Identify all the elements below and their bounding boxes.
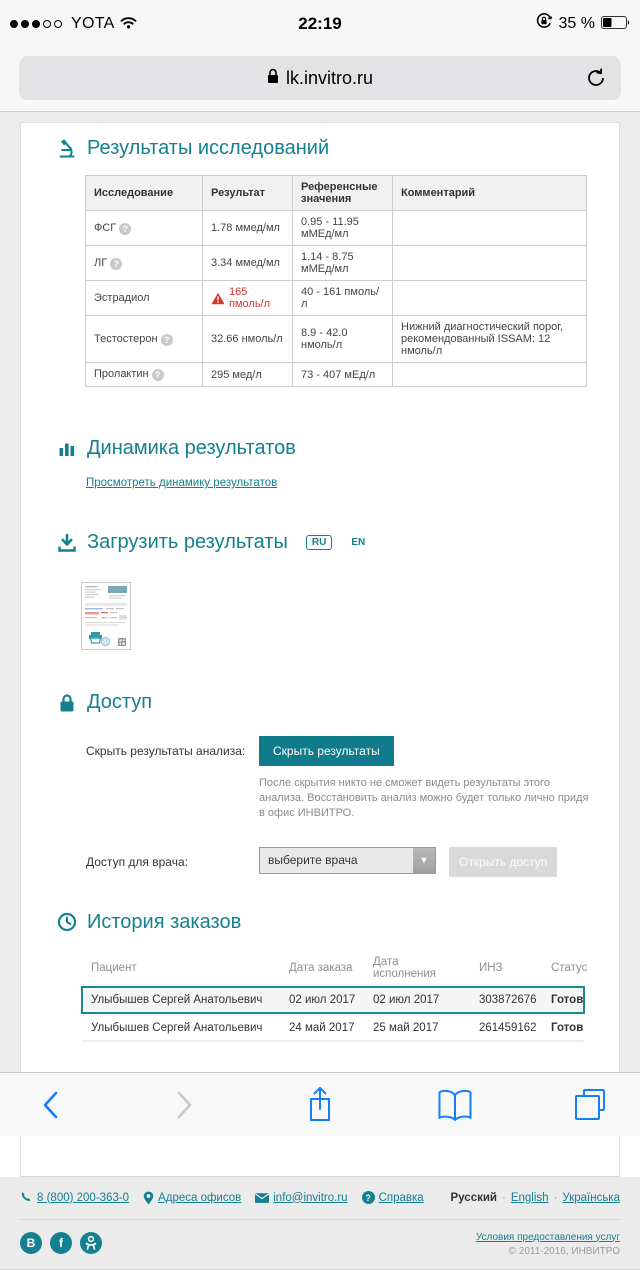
col-done-date: Дата исполнения [373, 955, 437, 980]
study-name: Пролактин [94, 368, 149, 380]
phone-link[interactable] [20, 1191, 129, 1204]
study-name: Тестостерон [94, 332, 158, 345]
carrier-label: YOTA [71, 14, 115, 32]
done-date: 02 июл 2017 [373, 993, 440, 1006]
battery-icon [601, 14, 630, 34]
hide-results-label: Скрыть результаты анализа: [86, 744, 246, 758]
url-text: lk.invitro.ru [285, 67, 374, 88]
reload-button[interactable] [585, 67, 607, 94]
download-section-header [56, 531, 619, 554]
results-header-row [86, 176, 587, 211]
terms-link[interactable]: Условия предоставления услуг [475, 1231, 620, 1243]
table-row [86, 246, 587, 281]
inz-number: 261459162 [479, 1021, 537, 1034]
download-icon [56, 532, 77, 553]
patient-name: Улыбышев Сергей Анатольевич [91, 1021, 263, 1034]
forward-button[interactable] [163, 1080, 207, 1130]
col-result: Результат [203, 176, 293, 211]
offices-label: Адреса офисов [158, 1191, 242, 1204]
clock-icon [56, 912, 77, 933]
result-value: 295 мед/л [203, 363, 293, 387]
patient-name: Улыбышев Сергей Анатольевич [91, 993, 263, 1006]
location-pin-icon [143, 1191, 154, 1205]
result-value: 165 пмоль/л [229, 286, 271, 310]
view-dynamics-link[interactable]: Просмотреть динамику результатов [86, 477, 278, 489]
email-label: info@invitro.ru [273, 1191, 348, 1204]
separator: · [502, 1191, 506, 1204]
odnoklassniki-icon[interactable] [80, 1232, 102, 1254]
result-value: 1.78 ммед/мл [203, 211, 293, 246]
help-icon[interactable]: ? [110, 258, 122, 270]
copyright: © 2011-2016, ИНВИТРО [508, 1245, 620, 1257]
microscope-icon [56, 138, 77, 159]
hide-results-hint: После скрытия никто не сможет видеть результаты этого анализа. Восстановить анализ можно будет только лично придя в офис ИНВИТРО. [259, 777, 589, 819]
order-date: 02 июл 2017 [289, 993, 356, 1006]
tabs-button[interactable] [568, 1080, 612, 1130]
lang-russian: Русский [450, 1191, 497, 1204]
result-pdf-thumbnail[interactable] [81, 582, 619, 655]
clock-time: 22:19 [298, 13, 342, 33]
status-bar [0, 0, 640, 47]
status-badge: Готов [551, 993, 584, 1006]
phone-icon [20, 1191, 33, 1204]
address-bar[interactable] [19, 56, 621, 100]
results-section-title: Результаты исследований [87, 137, 330, 159]
done-date: 25 май 2017 [373, 1021, 439, 1034]
order-details-card [20, 122, 620, 1177]
order-history-table [81, 950, 588, 1042]
table-row [86, 211, 587, 246]
doctor-access-row [86, 847, 619, 877]
offices-link[interactable] [143, 1191, 241, 1205]
rotation-lock-icon [535, 12, 553, 35]
lang-ukrainian-link[interactable]: Українська [562, 1191, 620, 1204]
order-row[interactable] [81, 1014, 585, 1042]
question-icon: ? [362, 1191, 375, 1204]
forward-icon [177, 1091, 193, 1119]
help-icon[interactable]: ? [152, 369, 164, 381]
tabs-icon [572, 1087, 608, 1123]
reference-value: 40 - 161 пмоль/л [293, 281, 393, 316]
col-order-date: Дата заказа [289, 961, 353, 974]
comment-value [393, 246, 587, 281]
facebook-icon[interactable]: f [50, 1232, 72, 1254]
phone-label: 8 (800) 200-363-0 [37, 1191, 130, 1204]
table-row [86, 316, 587, 363]
doctor-select[interactable] [259, 847, 436, 874]
col-patient: Пациент [91, 961, 137, 974]
site-footer [0, 1177, 640, 1270]
inz-number: 303872676 [479, 993, 537, 1006]
results-table [85, 175, 587, 387]
order-date: 24 май 2017 [289, 1021, 355, 1034]
download-section-title: Загрузить результаты [87, 531, 288, 553]
study-name: ФСГ [94, 221, 117, 234]
lang-english-link[interactable]: English [510, 1191, 549, 1204]
envelope-icon [255, 1193, 269, 1203]
study-name: Эстрадиол [94, 292, 150, 304]
warning-icon [211, 292, 225, 305]
col-comment: Комментарий [393, 176, 587, 211]
order-row-selected[interactable] [81, 986, 585, 1014]
col-study: Исследование [86, 176, 203, 211]
comment-value [393, 281, 587, 316]
safari-toolbar [0, 1072, 640, 1136]
help-label: Справка [378, 1191, 424, 1204]
help-link[interactable] [362, 1191, 424, 1204]
bookmarks-button[interactable] [433, 1080, 477, 1130]
email-link[interactable] [255, 1192, 347, 1204]
hide-results-button[interactable]: Скрыть результаты [259, 736, 394, 766]
col-status: Статус [551, 961, 588, 974]
lang-ru-toggle[interactable]: RU [306, 535, 332, 550]
study-name: ЛГ [94, 256, 108, 269]
col-reference: Референсные значения [293, 176, 393, 211]
table-row [86, 281, 587, 316]
bar-chart-icon [56, 438, 77, 459]
reference-value: 0.95 - 11.95 мМЕд/мл [293, 211, 393, 246]
comment-value: Нижний диагностический порог, рекомендованный ISSAM: 12 нмоль/л [393, 316, 587, 363]
open-access-button[interactable]: Открыть доступ [449, 847, 557, 877]
comment-value [393, 211, 587, 246]
result-value: 3.34 ммед/мл [203, 246, 293, 281]
status-badge: Готов [551, 1021, 584, 1034]
safari-url-chrome [0, 47, 640, 112]
lang-en-toggle[interactable]: EN [351, 537, 366, 548]
table-row [86, 363, 587, 387]
help-icon[interactable]: ? [119, 223, 131, 235]
back-icon [42, 1091, 58, 1119]
reference-value: 73 - 407 мЕд/л [293, 363, 393, 387]
back-button[interactable] [28, 1080, 72, 1130]
access-section-title: Доступ [87, 691, 153, 713]
dynamics-section-title: Динамика результатов [87, 437, 296, 459]
doctor-access-label: Доступ для врача: [86, 854, 188, 869]
history-header-row [81, 950, 588, 986]
share-button[interactable] [298, 1080, 342, 1130]
web-page [0, 112, 640, 1257]
dynamics-section-header [56, 437, 619, 460]
access-section-header [56, 691, 619, 714]
battery-percent-label: 35 % [558, 14, 595, 32]
help-icon[interactable]: ? [161, 334, 173, 346]
share-icon [304, 1085, 336, 1125]
comment-value [393, 363, 587, 387]
doctor-select-value: выберите врача [268, 853, 358, 868]
status-right [535, 12, 630, 35]
bookmarks-icon [435, 1088, 475, 1122]
lock-icon [56, 692, 77, 713]
result-value: 32.66 нмоль/л [203, 316, 293, 363]
chevron-down-icon: ▼ [413, 848, 435, 873]
results-section-header [56, 137, 619, 160]
reference-value: 8.9 - 42.0 нмоль/л [293, 316, 393, 363]
https-lock-icon [267, 68, 279, 89]
hide-results-row [86, 736, 619, 766]
separator: · [553, 1191, 558, 1204]
history-section-header [56, 911, 619, 934]
vk-icon[interactable]: В [20, 1232, 42, 1254]
col-inz: ИНЗ [479, 961, 503, 974]
reference-value: 1.14 - 8.75 мМЕд/мл [293, 246, 393, 281]
history-section-title: История заказов [87, 910, 242, 933]
